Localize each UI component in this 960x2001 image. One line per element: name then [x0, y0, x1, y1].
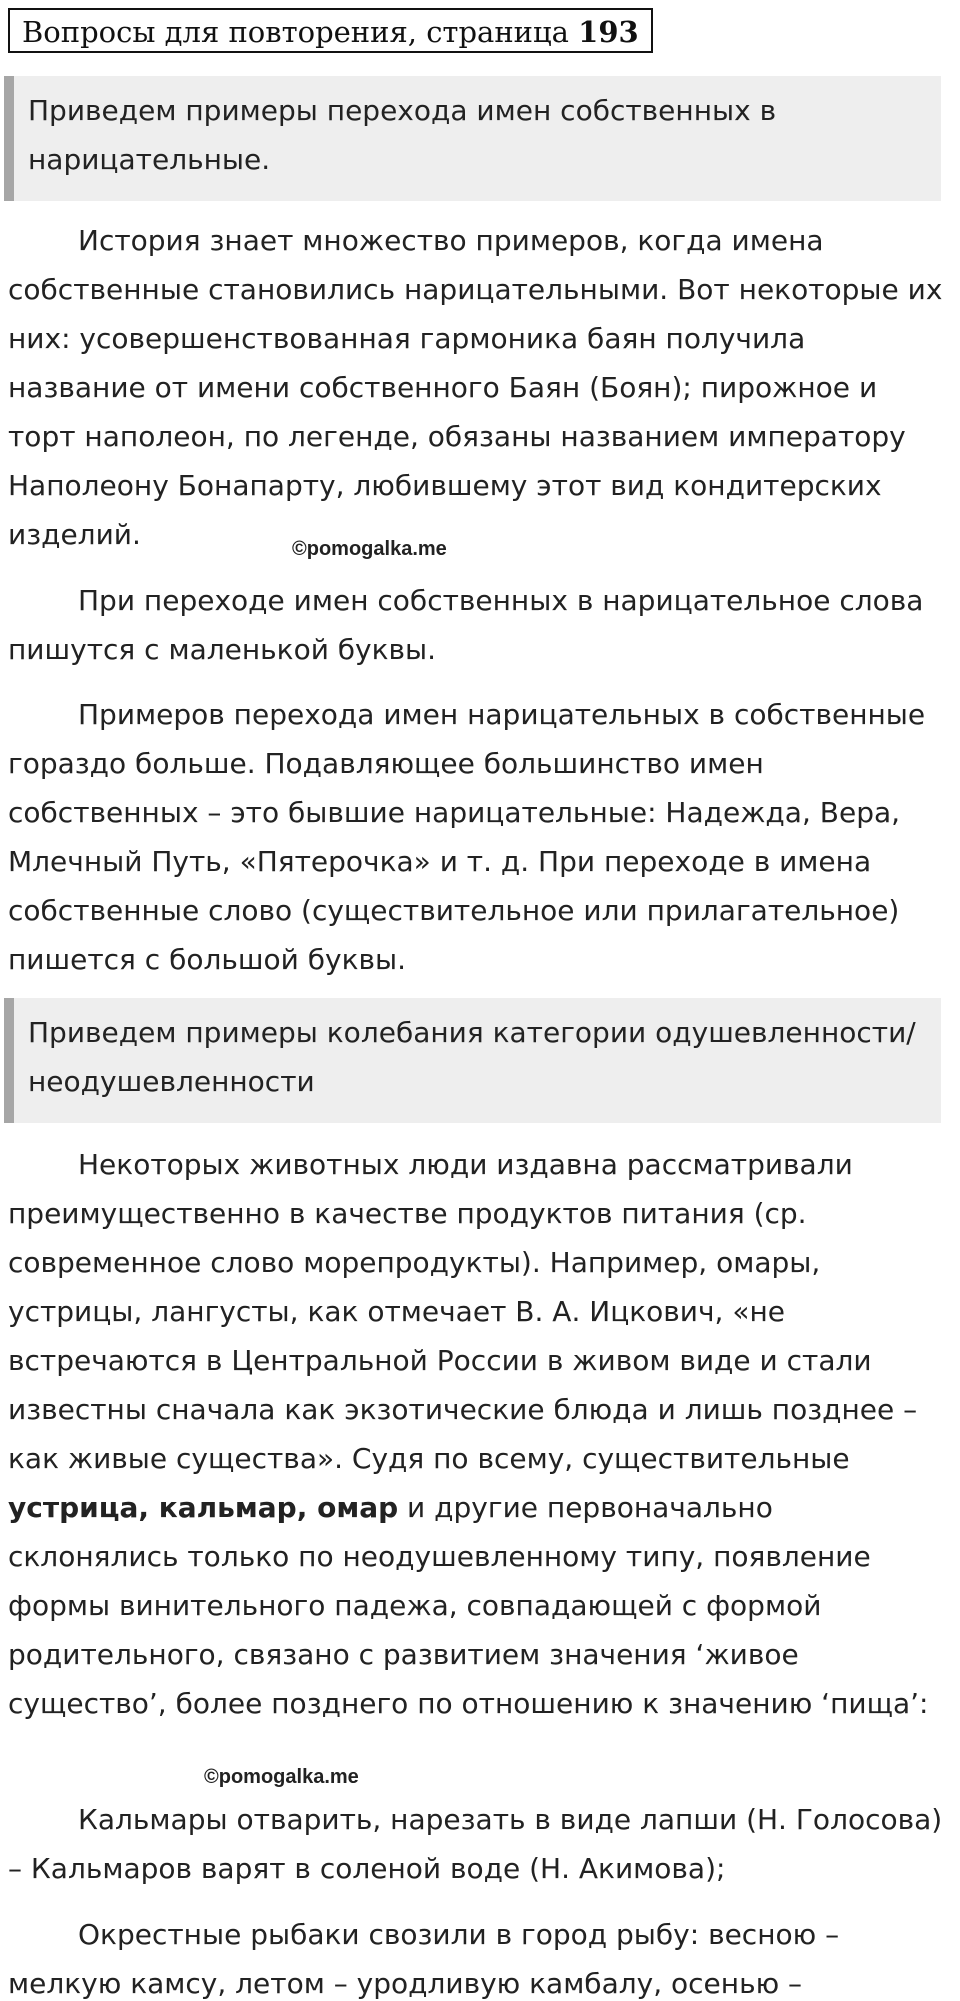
watermark-2: ©pomogalka.me: [204, 1766, 359, 1788]
page-title: [8, 8, 653, 53]
paragraph-4-text-after: и другие первоначально склонялись только по неодушевленному типу, появление формы винительного падежа, совпадающей с формой родительного, связано с развитием значения ‘живое существо’, более позднего по отношению к значению ‘пища’:: [8, 1491, 929, 1720]
paragraph-6: [8, 1910, 948, 2001]
section-heading-1-text: Приведем примеры перехода имен собственных в нарицательные.: [28, 94, 777, 176]
paragraph-1-text: История знает множество примеров, когда имена собственные становились нарицательными. Вот некоторые их них: усовершенствованная гармоника баян получила название от имени собственного Баян (Боян); пирожное и торт наполеон, по легенде, обязаны названием императору Наполеону Бонапарту, любившему этот вид кондитерских изделий.: [8, 224, 943, 551]
section-heading-2: [4, 998, 941, 1123]
paragraph-2: [8, 576, 948, 674]
paragraph-3-text: Примеров перехода имен нарицательных в собственные гораздо больше. Подавляющее большинство имен собственных – это бывшие нарицательные: Надежда, Вера, Млечный Путь, «Пятерочка» и т. д. При переходе в имена собственные слово (существительное или прилагательное) пишется с большой буквы.: [8, 698, 926, 976]
paragraph-1: [8, 216, 948, 559]
paragraph-2-text: При переходе имен собственных в нарицательное слова пишутся с маленькой буквы.: [8, 584, 924, 666]
section-heading-1: [4, 76, 941, 201]
paragraph-4-text-before: Некоторых животных люди издавна рассматривали преимущественно в качестве продуктов питания (ср. современное слово морепродукты). Например, омары, устрицы, лангусты, как отмечает В. А. Ицкович, «не встречаются в Центральной России в живом виде и стали известны сначала как экзотические блюда и лишь позднее – как живые существа». Судя по всему, существительные: [8, 1148, 918, 1475]
paragraph-5: [8, 1795, 948, 1893]
paragraph-3: [8, 690, 948, 984]
page-title-text: Вопросы для повторения, страница: [22, 15, 579, 49]
section-heading-2-text: Приведем примеры колебания категории одушевленности/неодушевленности: [28, 1016, 916, 1098]
watermark-1: ©pomogalka.me: [292, 538, 447, 560]
paragraph-5-text: Кальмары отварить, нарезать в виде лапши (Н. Голосова) – Кальмаров варят в соленой воде (Н. Акимова);: [8, 1803, 943, 1885]
paragraph-4-bold-terms: устрица, кальмар, омар: [8, 1491, 399, 1524]
page-number: 193: [578, 15, 639, 49]
paragraph-4: [8, 1140, 948, 1728]
paragraph-6-text: Окрестные рыбаки свозили в город рыбу: весною – мелкую камсу, летом – уродливую камбалу, осенью –: [8, 1918, 840, 2000]
